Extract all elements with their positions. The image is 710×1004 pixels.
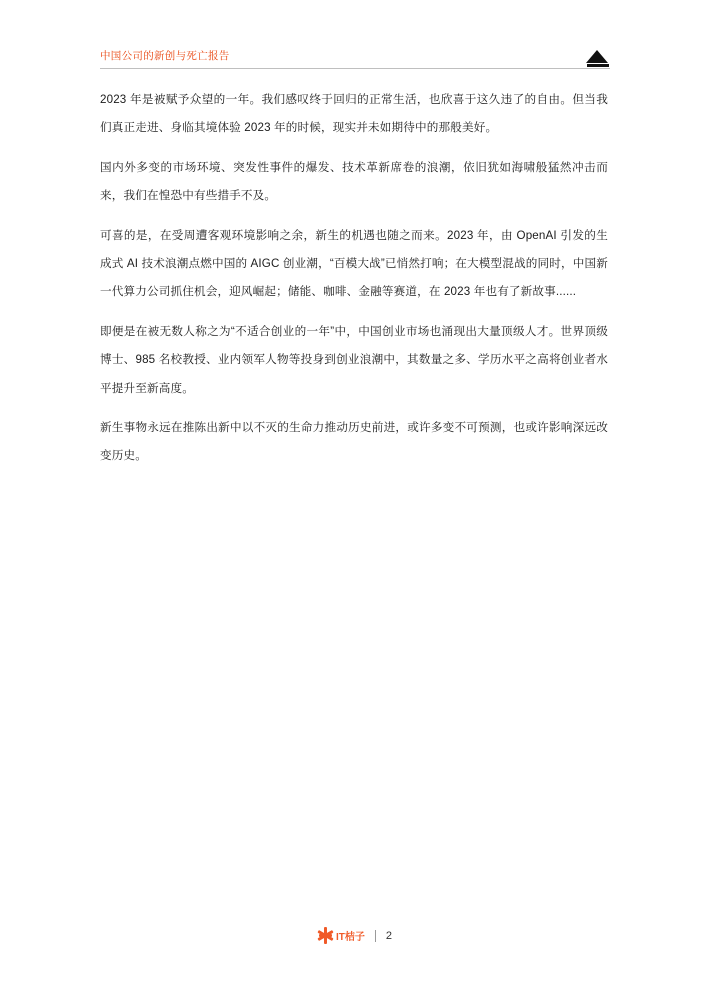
paragraph: 新生事物永远在推陈出新中以不灭的生命力推动历史前进，或许多变不可预测，也或许影响深远改变历史。 <box>100 420 608 463</box>
page-header <box>100 44 610 74</box>
paragraph: 国内外多变的市场环境、突发性事件的爆发、技术革新席卷的浪潮，依旧犹如海啸般猛然冲击而来，我们在惶恐中有些措手不及。 <box>100 160 608 203</box>
page-number: 2 <box>385 929 393 942</box>
footer-divider <box>375 930 376 942</box>
page-content <box>100 86 608 482</box>
paragraph: 可喜的是，在受周遭客观环境影响之余，新生的机遇也随之而来。2023 年，由 OpenAI 引发的生成式 AI 技术浪潮点燃中国的 AIGC 创业潮，“百模大战”已悄然打响；在大模型混战的同时，中国新一代算力公司抓住机会，迎风崛起；储能、咖啡、金融等赛道，在 2023 年也有了新故事...... <box>100 228 608 299</box>
page-footer <box>0 928 710 954</box>
logo-text: IT桔子 <box>335 932 365 943</box>
asterisk-shape <box>318 928 333 943</box>
it-juzi-asterisk-icon <box>318 928 365 943</box>
triangle-underline-icon <box>586 50 610 66</box>
header-divider <box>100 68 610 69</box>
triangle-shape <box>586 50 608 63</box>
underline-bar <box>587 64 609 67</box>
paragraph: 2023 年是被赋予众望的一年。我们感叹终于回归的正常生活，也欣喜于这久违了的自由。但当我们真正走进、身临其境体验 2023 年的时候，现实并未如期待中的那般美好。 <box>100 93 608 135</box>
paragraph: 即便是在被无数人称之为“不适合创业的一年”中，中国创业市场也涌现出大量顶级人才。世界顶级博士、985 名校教授、业内领军人物等投身到创业浪潮中，其数量之多、学历水平之高将创业者水平提升至新高度。 <box>100 324 608 395</box>
header-title: 中国公司的新创与死亡报告 <box>100 50 230 62</box>
